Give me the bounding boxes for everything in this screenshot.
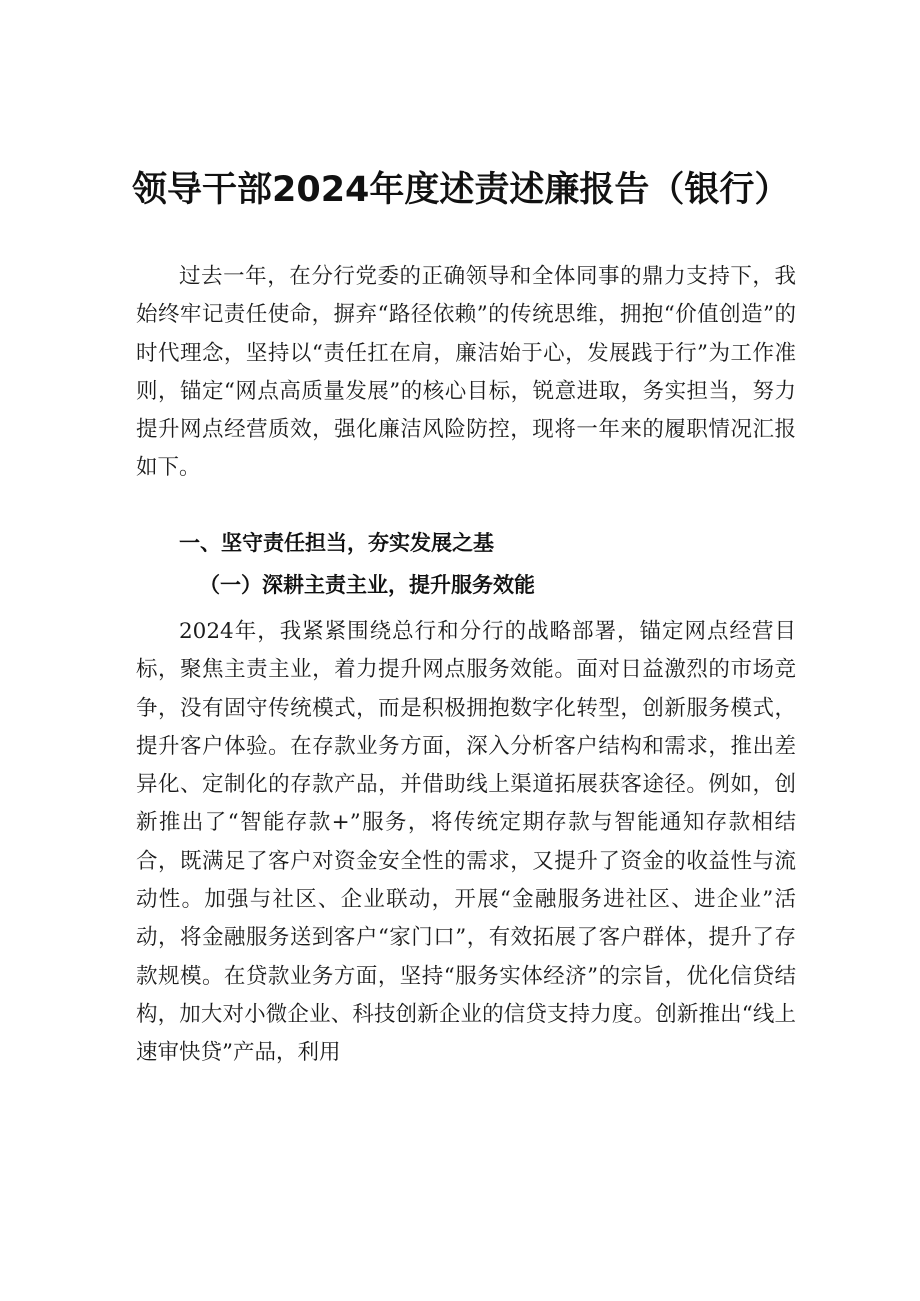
subsection-heading-1: （一）深耕主责主业，提升服务效能 bbox=[199, 573, 535, 597]
intro-paragraph: 过去一年，在分行党委的正确领导和全体同事的鼎力支持下，我始终牢记责任使命，摒弃“路径依赖”的传统思维，拥抱“价值创造”的时代理念，坚持以“责任扛在肩，廉洁始于心，发展践于行”为工作准则，锚定“网点高质量发展”的核心目标，锐意进取，务实担当，努力提升网点经营质效，强化廉洁风险防控，现将一年来的履职情况汇报如下。 bbox=[136, 264, 796, 481]
document-title: 领导干部2024年度述责述廉报告（银行） bbox=[132, 170, 790, 210]
section1-paragraph-1: 2024年，我紧紧围绕总行和分行的战略部署，锚定网点经营目标，聚焦主责主业，着力提升网点服务效能。面对日益激烈的市场竞争，没有固守传统模式，而是积极拥抱数字化转型，创新服务模式，提升客户体验。在存款业务方面，深入分析客户结构和需求，推出差异化、定制化的存款产品，并借助线上渠道拓展获客途径。例如，创新推出了“智能存款+”服务，将传统定期存款与智能通知存款相结合，既满足了客户对资金安全性的需求，又提升了资金的收益性与流动性。加强与社区、企业联动，开展“金融服务进社区、进企业”活动，将金融服务送到客户“家门口”，有效拓展了客户群体，提升了存款规模。在贷款业务方面，坚持“服务实体经济”的宗旨，优化信贷结构，加大对小微企业、科技创新企业的信贷支持力度。创新推出“线上速审快贷”产品，利用 bbox=[136, 619, 796, 1066]
section-heading-1: 一、坚守责任担当，夯实发展之基 bbox=[179, 531, 494, 555]
